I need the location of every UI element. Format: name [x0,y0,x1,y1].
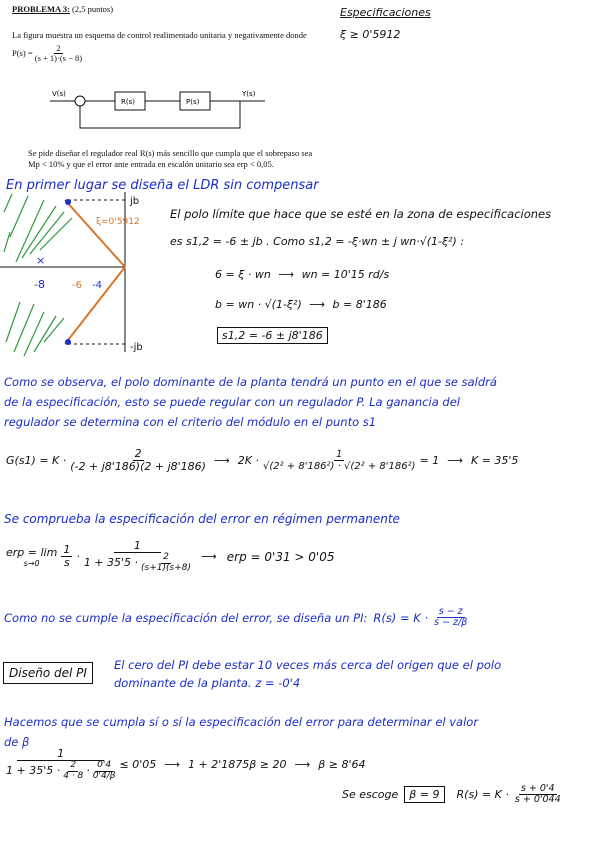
beta-line-2: de β [4,735,30,749]
ldr-text-2: es s1,2 = -6 ± jb . Como s1,2 = -ξ·wn ± j wn·√(1-ξ²) : [170,235,465,248]
block-diagram [50,86,280,134]
plant-transfer-function [12,44,82,64]
beta-result: β ≥ 8'64 [318,758,366,772]
plant-lhs: P(s) = [12,47,33,58]
gain-eq: = 1 [419,454,440,468]
error-s-den: s [63,556,70,570]
gain-mid-den: √(2² + 8'186²) · √(2² + 8'186²) [262,461,416,473]
error-lim-sub: s→0 [23,558,40,568]
label-xi: ξ=0'5912 [96,217,140,227]
specs-xi: ξ ≥ 0'5912 [340,28,401,41]
para2-line-2: de la especificación, esto se puede regular con un regulador P. La ganancia del [4,395,460,409]
problem-number: PROBLEMA 3: [12,4,70,14]
problem-points: (2,5 puntos) [71,4,114,14]
plant-num: 2 [56,43,61,53]
label-minus4: -4 [92,280,102,291]
pi-intro: Como no se cumple la especificación del error, se diseña un PI: [4,610,368,625]
gain-mid-num: 1 [336,449,343,461]
beta-den-a-den: 4 · 8 [63,770,84,781]
pi-design-box: Diseño del PI [3,662,93,684]
gain-lhs: G(s1) = K · [6,454,67,468]
input-label: V(s) [52,90,66,98]
beta-chosen-box: β = 9 [404,786,444,803]
beta-ineq: ≤ 0'05 [119,758,157,772]
root-locus-sketch [0,192,170,367]
beta-den-a-num: 2 [70,760,77,771]
beta-frac-num: 1 [17,748,104,761]
feedback-path [80,101,240,128]
block-P-label: P(s) [186,98,200,106]
gain-mid: 2K · [237,454,259,468]
pole-result-box: s1,2 = -6 ± j8'186 [217,327,328,344]
pi-formula-lhs: R(s) = K · [373,610,429,625]
pi-formula-num: s − z [438,606,463,617]
beta-paragraph [4,712,478,752]
eq-b: b = wn · √(1-ξ²) ⟶ b = 8'186 [215,298,387,311]
label-jb-top: jb [130,196,140,207]
pi-line-2: dominante de la planta. z = -0'4 [114,676,301,690]
final-lhs: R(s) = K · [456,788,509,802]
question-line-1: Se pide diseñar el regulador real R(s) más sencillo que cumpla que el sobrepaso sea [28,148,313,158]
pole-marker-8: × [36,254,46,267]
gain-den: (-2 + j8'186)(2 + j8'186) [70,460,206,474]
question-line-2: Mp < 10% y que el error ante entrada en escalón unitario sea erp < 0,05. [28,159,274,169]
eq-wn-lhs: 6 = ξ · wn [215,268,271,281]
para2-line-1: Como se observa, el polo dominante de la planta tendrá un punto en el que se saldrá [4,375,497,389]
gain-num: 2 [134,447,142,460]
final-regulator [342,784,561,806]
beta-den-pre: 1 + 35'5 · [6,764,61,778]
specs-title: Especificaciones [340,6,431,19]
error-result: erp = 0'31 > 0'05 [226,549,335,564]
summing-junction [75,96,85,106]
pi-line-1: El cero del PI debe estar 10 veces más cerca del origen que el polo [114,658,502,672]
xi-line-lower [65,267,125,344]
eq-wn: 6 = ξ · wn ⟶ wn = 10'15 rd/s [215,268,390,281]
ldr-text-1: El polo límite que hace que se esté en la zona de especificaciones [170,207,552,221]
eq-wn-rhs: wn = 10'15 rd/s [301,268,390,281]
problem-statement: La figura muestra un esquema de control realimentado unitaria y negativamente donde [12,30,307,40]
error-f-num: 1 [114,540,161,553]
para2-line-3: regulador se determina con el criterio del módulo en el punto s1 [4,415,377,429]
eq-b-lhs: b = wn · √(1-ξ²) [215,298,302,311]
pole-upper [65,199,71,205]
beta-choose: Se escoge [342,788,399,802]
xi-line-upper [65,200,125,267]
pi-intro-row [4,607,467,629]
pole-lower [65,339,71,345]
output-label: Y(s) [242,90,256,98]
error-calculation: erp = lim s→0 $\frac{1}{s}$ · 1 1 + 35'5 · $\frac{2}{(s+1)(s+8)}$ ⟶ erp = 0'31 > 0'05 [6,539,335,573]
beta-step2: 1 + 2'1875β ≥ 20 [188,758,287,772]
forbidden-zone-hatch [4,194,72,356]
error-f-den-pre: 1 + 35'5 · [83,556,139,570]
gain-result: K = 35'5 [470,454,519,468]
pi-zero-paragraph [114,656,501,692]
plant-den: (s + 1)·(s − 8) [34,53,83,64]
error-intro: Se comprueba la especificación del error en régimen permanente [4,512,400,526]
label-minus8: -8 [34,278,45,291]
error-lhs: erp = lim [6,545,58,559]
beta-den-b-den: 0'4/β [92,770,116,781]
problem-question [28,148,338,170]
final-den: s + 0'044 [514,794,561,806]
dominant-pole-paragraph [4,372,600,432]
gain-calculation: G(s1) = K · $\frac{2}{(-2 + j8'186)(2 + j8'186)}$ ⟶ 2K · $\frac{1}{\text{√(2² + 8'186²) · √(2² + 8'186²)}}$ = 1 ⟶ K = 35'5 [6,447,519,474]
label-jb-bottom: -jb [130,342,143,353]
label-minus6: -6 [72,280,82,291]
beta-line-1: Hacemos que se cumpla sí o sí la especificación del error para determinar el valor [4,715,479,729]
beta-calculation: 1 1 + 35'5 · $\frac{2}{4 \cdot 8}$ · $\frac{0'4}{0'4/\beta}$ ≤ 0'05 ⟶ 1 + 2'1875β ≥ 20 ⟶ β ≥ 8'64 [6,747,366,781]
final-num: s + 0'4 [520,783,555,794]
error-f-den-num: 2 [163,552,169,563]
pi-formula-den: s − z/β [434,617,468,629]
eq-b-rhs: b = 8'186 [332,298,387,311]
block-R-label: R(s) [121,98,135,106]
error-f-den-den: (s+1)(s+8) [141,562,192,573]
beta-den-b-num: 0'4 [97,760,112,771]
ldr-intro: En primer lugar se diseña el LDR sin compensar [6,178,319,193]
problem-heading [12,4,332,15]
error-s-num: 1 [63,543,71,557]
